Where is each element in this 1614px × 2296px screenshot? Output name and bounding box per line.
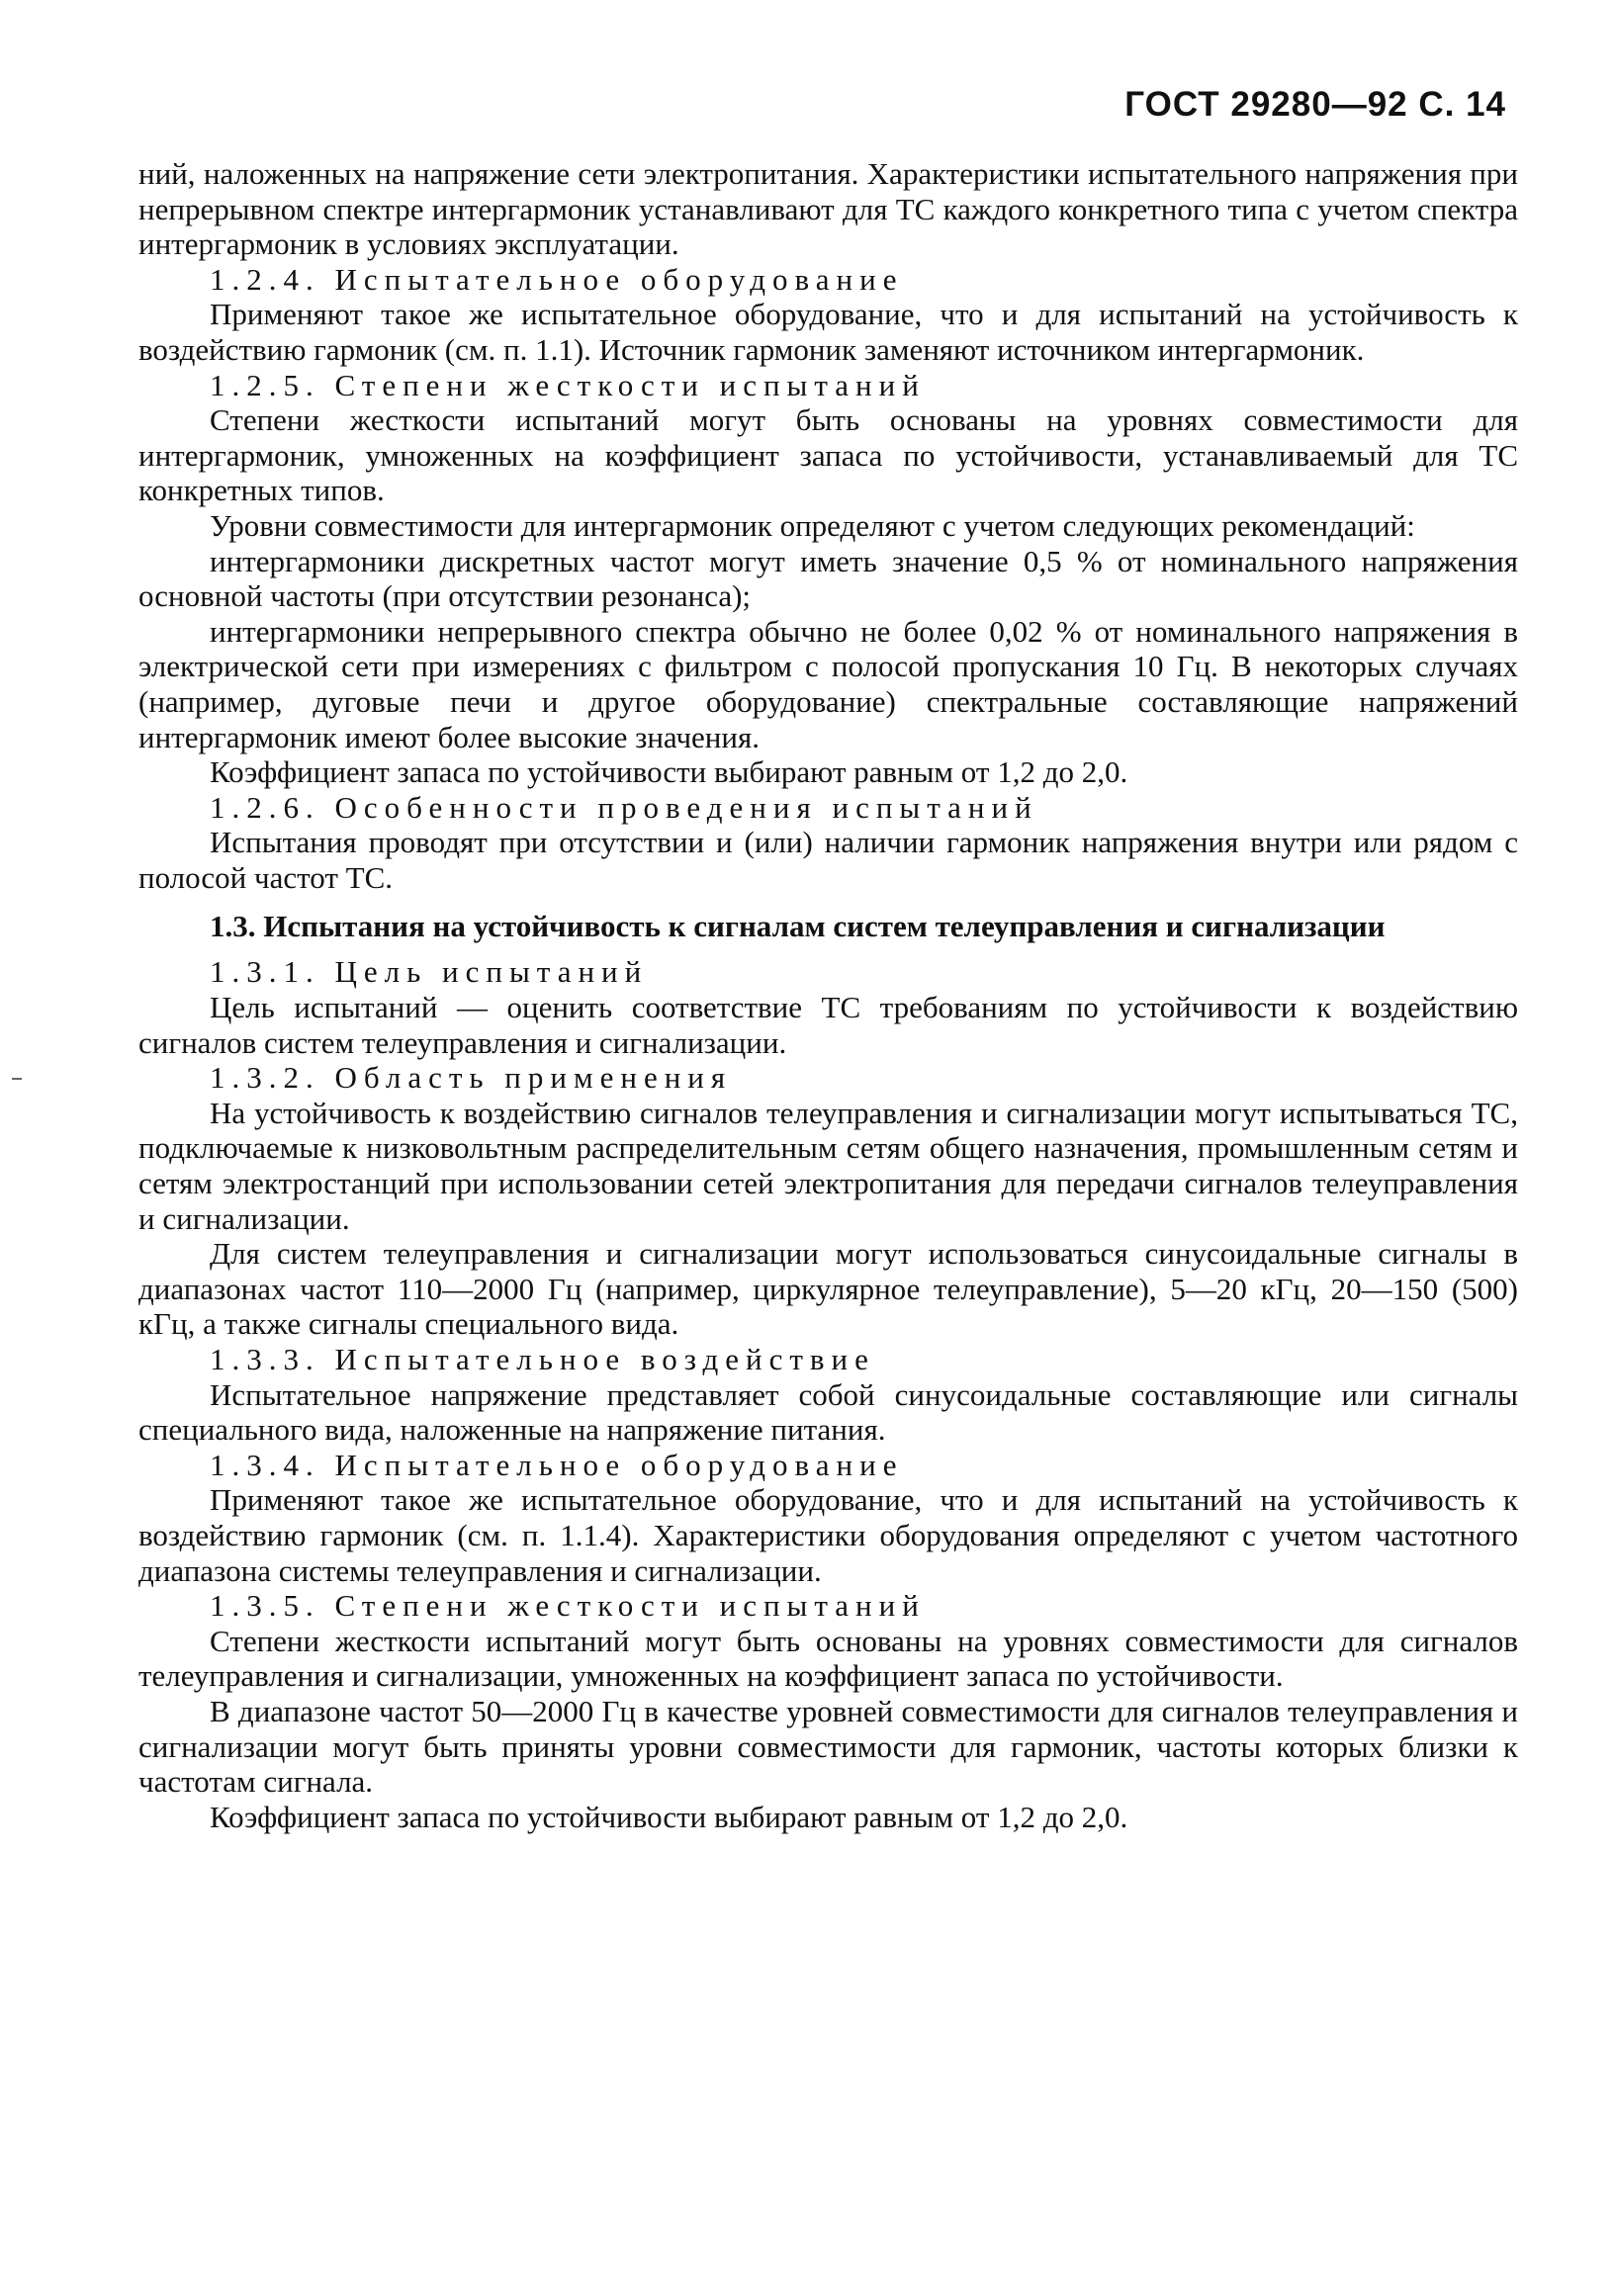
paragraph: Для систем телеуправления и сигнализации могут использоваться синусоидальные сигналы в диапазонах частот 110—2000 Гц (например, циркулярное телеуправление), 5—20 кГц, 20—150 (500) кГц, а также сигналы специального вида. xyxy=(138,1236,1518,1342)
section-heading: 1.3.3. Испытательное воздействие xyxy=(210,1342,875,1376)
section-heading: 1.3.5. Степени жесткости испытаний xyxy=(210,1588,926,1624)
paragraph: На устойчивость к воздействию сигналов телеуправления и сигнализации могут испытываться ТС, подключаемые к низковольтным распределительным сетям общего назначения, промышленным сетям и сетям электростанций при использовании сетей электропитания для передачи сигналов телеуправления и сигнализации. xyxy=(138,1095,1518,1236)
paragraph: Степени жесткости испытаний могут быть основаны на уровнях совместимости для сигналов телеуправления и сигнализации, умноженных на коэффициент запаса по устойчивости. xyxy=(138,1623,1518,1694)
section-heading: 1.3.1. Цель испытаний xyxy=(210,954,649,990)
paragraph: Испытательное напряжение представляет собой синусоидальные составляющие или сигналы специального вида, наложенные на напряжение питания. xyxy=(138,1376,1518,1448)
section-heading: 1.3.4. Испытательное оборудование xyxy=(210,1447,904,1482)
paragraph: Цель испытаний — оценить соответствие ТС требованиям по устойчивости к воздействию сигналов систем телеуправления и сигнализации. xyxy=(138,990,1518,1060)
paragraph: Применяют такое же испытательное оборудование, что и для испытаний на устойчивость к воздействию гармоник (см. п. 1.1.4). Характеристики оборудования определяют с учетом частотного диапазона системы телеуправления и сигнализации. xyxy=(138,1482,1518,1588)
paragraph: Степени жесткости испытаний могут быть основаны на уровнях совместимости для интергармоник, умноженных на коэффициент запаса по устойчивости, устанавливаемый для ТС конкретных типов. xyxy=(138,402,1518,508)
margin-mark xyxy=(12,1078,22,1080)
paragraph: ний, наложенных на напряжение сети электропитания. Характеристики испытательного напряжения при непрерывном спектре интергармоник устанавливают для ТС каждого конкретного типа с учетом спектра интергармоник в условиях эксплуатации. xyxy=(138,156,1518,262)
section-heading: 1.2.6. Особенности проведения испытаний xyxy=(210,789,1038,825)
page-header: ГОСТ 29280—92 С. 14 xyxy=(1124,85,1506,124)
paragraph: Коэффициент запаса по устойчивости выбирают равным от 1,2 до 2,0. xyxy=(210,1799,1128,1834)
section-heading: 1.3.2. Область применения xyxy=(210,1060,733,1096)
paragraph: В диапазоне частот 50—2000 Гц в качестве уровней совместимости для сигналов телеуправления и сигнализации могут быть приняты уровни совместимости для гармоник, частоты которых близки к частотам сигнала. xyxy=(138,1693,1518,1800)
section-heading: 1.2.5. Степени жесткости испытаний xyxy=(210,367,926,402)
section-heading: 1.2.4. Испытательное оборудование xyxy=(210,261,904,297)
paragraph: интергармоники дискретных частот могут иметь значение 0,5 % от номинального напряжения основной частоты (при отсутствии резонанса); xyxy=(138,543,1518,614)
paragraph: интергармоники непрерывного спектра обычно не более 0,02 % от номинального напряжения в электрической сети при измерениях с фильтром с полосой пропускания 10 Гц. В некоторых случаях (например, дуговые печи и другое оборудование) спектральные составляющие напряжений интергармоник имеют более высокие значения. xyxy=(138,613,1518,754)
section-title: 1.3. Испытания на устойчивость к сигналам систем телеуправления и сигнализации xyxy=(210,909,1386,944)
paragraph: Коэффициент запаса по устойчивости выбирают равным от 1,2 до 2,0. xyxy=(210,754,1128,790)
paragraph: Испытания проводят при отсутствии и (или) наличии гармоник напряжения внутри или рядом с полосой частот ТС. xyxy=(138,825,1518,895)
document-page xyxy=(138,85,1518,1834)
paragraph: Применяют такое же испытательное оборудование, что и для испытаний на устойчивость к воздействию гармоник (см. п. 1.1). Источник гармоник заменяют источником интергармоник. xyxy=(138,297,1518,367)
paragraph: Уровни совместимости для интергармоник определяют с учетом следующих рекомендаций: xyxy=(210,507,1415,543)
